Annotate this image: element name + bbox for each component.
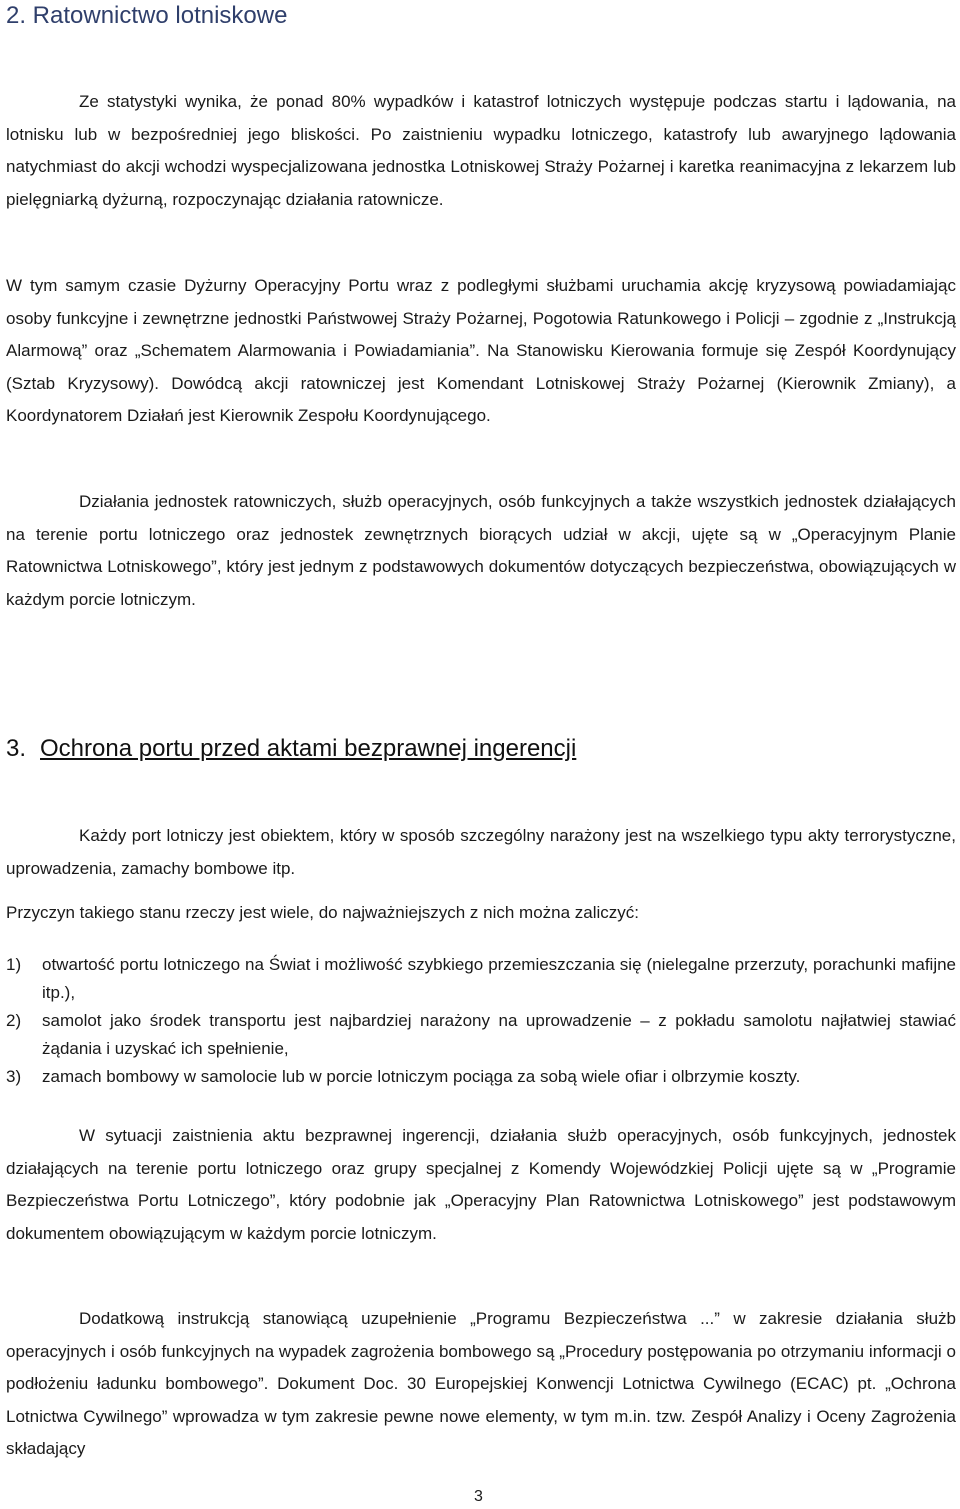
list-item-text: otwartość portu lotniczego na Świat i możliwość szybkiego przemieszczania się (nielegalne przerzuty, porachunki mafijne itp.), <box>42 955 956 1002</box>
list-item-text: samolot jako środek transportu jest najbardziej narażony na uprowadzenie – z pokładu samolotu najłatwiej stawiać żądania i uzyskać ich spełnienie, <box>42 1011 956 1058</box>
section-2-paragraph-1: Ze statystyki wynika, że ponad 80% wypadków i katastrof lotniczych występuje podczas startu i lądowania, na lotnisku lub w bezpośredniej jego bliskości. Po zaistnieniu wypadku lotniczego, katastrofy lub awaryjnego lądowania natychmiast do akcji wchodzi wyspecjalizowana jednostka Lotniskowej Straży Pożarnej i karetka reanimacyjna z lekarzem lub pielęgniarką dyżurną, rozpoczynając działania ratownicze. <box>6 92 956 209</box>
list-marker: 3) <box>6 1067 22 1086</box>
page-number: 3 <box>474 1488 483 1505</box>
section-2-paragraph-3: Działania jednostek ratowniczych, służb operacyjnych, osób funkcyjnych a także wszystkich jednostek działających na terenie portu lotniczego oraz jednostek zewnętrznych biorących udział w akcji, ujęte są w „Operacyjnym Planie Ratownictwa Lotniskowego”, który jest jednym z podstawowych dokumentów dotyczących bezpieczeństwa, obowiązujących w każdym porcie lotniczym. <box>6 492 956 609</box>
list-item <box>6 1007 956 1063</box>
list-item <box>6 951 956 1007</box>
causes-list <box>6 951 956 1091</box>
section-3-lead: Przyczyn takiego stanu rzeczy jest wiele, do najważniejszych z nich można zaliczyć: <box>6 903 640 922</box>
section-3-paragraph-after-list: W sytuacji zaistnienia aktu bezprawnej ingerencji, działania służb operacyjnych, osób funkcyjnych, jednostek działających na terenie portu lotniczego oraz grupy specjalnej z Komendy Wojewódzkiej Policji ujęte są w „Programie Bezpieczeństwa Portu Lotniczego”, który podobnie jak „Operacyjny Plan Ratownictwa Lotniskowego” jest podstawowym dokumentem obowiązującym w każdym porcie lotniczym. <box>6 1126 956 1243</box>
list-marker: 2) <box>6 1011 22 1030</box>
section-3-intro: Każdy port lotniczy jest obiektem, który w sposób szczególny narażony jest na wszelkiego typu akty terrorystyczne, uprowadzenia, zamachy bombowe itp. <box>6 826 956 878</box>
list-item <box>6 1063 956 1091</box>
section-2-heading: 2. Ratownictwo lotniskowe <box>6 2 288 29</box>
section-2-paragraph-2: W tym samym czasie Dyżurny Operacyjny Portu wraz z podległymi służbami uruchamia akcję kryzysową powiadamiając osoby funkcyjne i zewnętrzne jednostki Państwowej Straży Pożarnej, Pogotowia Ratunkowego i Policji – zgodnie z „Instrukcją Alarmową” oraz „Schematem Alarmowania i Powiadamiania”. Na Stanowisku Kierowania formuje się Zespół Koordynujący (Sztab Kryzysowy). Dowódcą akcji ratowniczej jest Komendant Lotniskowej Straży Pożarnej (Kierownik Zmiany), a Koordynatorem Działań jest Kierownik Zespołu Koordynującego. <box>6 276 956 425</box>
section-3-paragraph-last: Dodatkową instrukcją stanowiącą uzupełnienie „Programu Bezpieczeństwa ...” w zakresie działania służb operacyjnych i osób funkcyjnych na wypadek zagrożenia bombowego są „Procedury postępowania po otrzymaniu informacji o podłożeniu ładunku bombowego”. Dokument Doc. 30 Europejskiej Konwencji Lotnictwa Cywilnego (ECAC) pt. „Ochrona Lotnictwa Cywilnego” wprowadza w tym zakresie pewne nowe elementy, w tym m.in. tzw. Zespół Analizy i Oceny Zagrożenia składający <box>6 1309 956 1458</box>
list-item-text: zamach bombowy w samolocie lub w porcie lotniczym pociąga za sobą wiele ofiar i olbrzymie koszty. <box>42 1067 801 1086</box>
section-3-number: 3. <box>6 735 27 762</box>
section-3-heading <box>6 733 576 765</box>
section-3-title: Ochrona portu przed aktami bezprawnej ingerencji <box>40 735 577 762</box>
list-marker: 1) <box>6 955 22 974</box>
